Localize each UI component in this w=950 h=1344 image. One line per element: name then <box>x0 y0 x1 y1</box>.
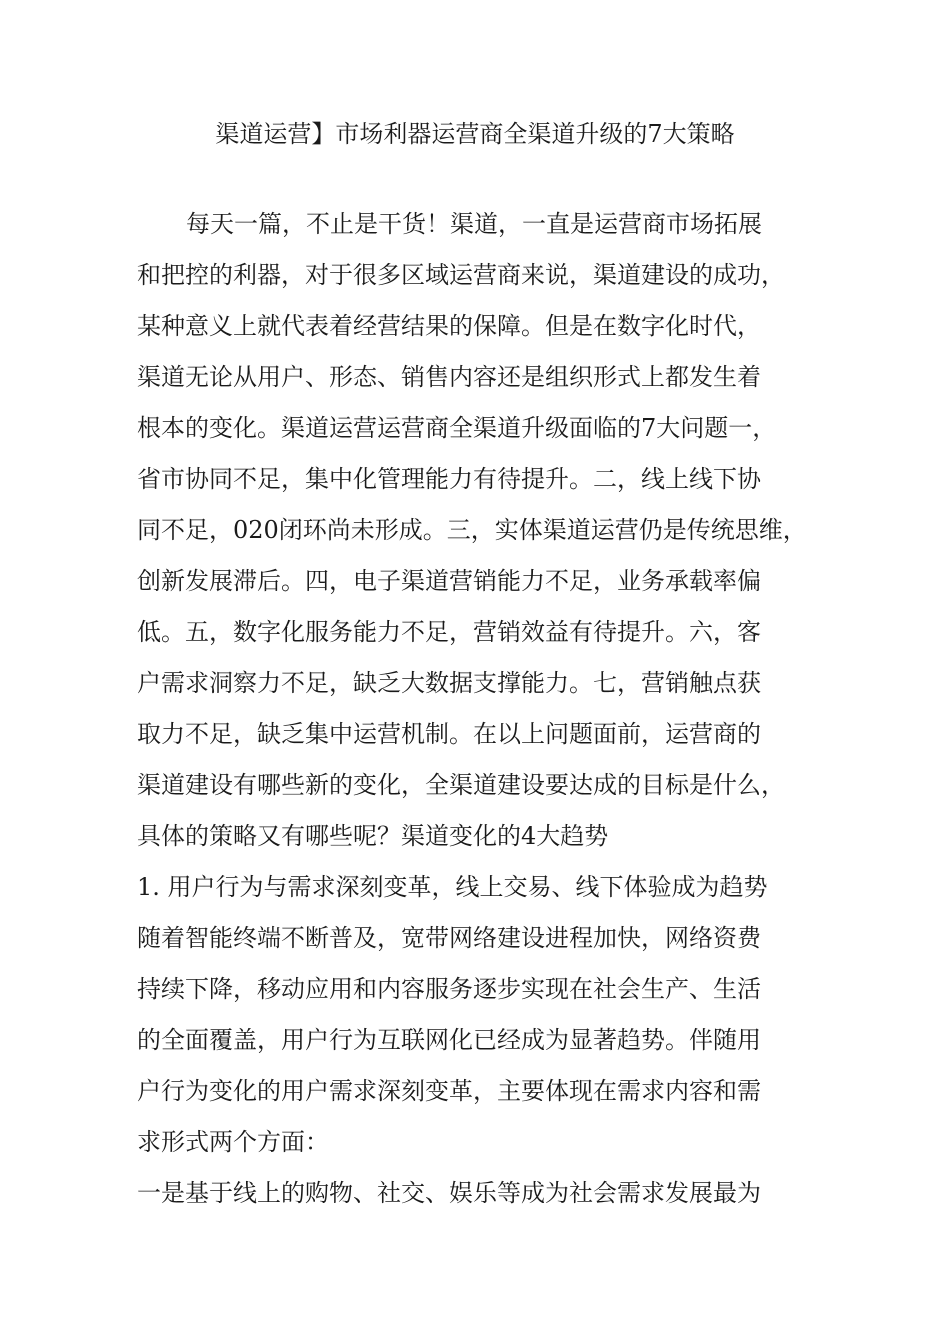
section-heading: 1. 用户行为与需求深刻变革，线上交易、线下体验成为趋势 <box>137 873 768 901</box>
paragraph-line: 根本的变化。渠道运营运营商全渠道升级面临的7大问题一， <box>137 414 777 442</box>
paragraph-line: 户需求洞察力不足，缺乏大数据支撑能力。七，营销触点获 <box>137 669 761 697</box>
paragraph-line: 户行为变化的用户需求深刻变革，主要体现在需求内容和需 <box>137 1077 761 1105</box>
paragraph-line: 持续下降，移动应用和内容服务逐步实现在社会生产、生活 <box>137 975 761 1003</box>
paragraph-line: 低。五，数字化服务能力不足，营销效益有待提升。六，客 <box>137 618 761 646</box>
paragraph-line: 某种意义上就代表着经营结果的保障。但是在数字化时代， <box>137 312 761 340</box>
paragraph-line: 求形式两个方面： <box>137 1128 329 1156</box>
document-body <box>137 206 837 1226</box>
paragraph-line: 的全面覆盖，用户行为互联网化已经成为显著趋势。伴随用 <box>137 1026 761 1054</box>
document-title: 渠道运营】市场利器运营商全渠道升级的7大策略 <box>215 120 735 148</box>
paragraph-line: 一是基于线上的购物、社交、娱乐等成为社会需求发展最为 <box>137 1179 761 1207</box>
paragraph-line: 随着智能终端不断普及，宽带网络建设进程加快，网络资费 <box>137 924 761 952</box>
paragraph-line: 具体的策略又有哪些呢？渠道变化的4大趋势 <box>137 822 609 850</box>
paragraph-line: 和把控的利器，对于很多区域运营商来说，渠道建设的成功， <box>137 261 785 289</box>
paragraph-line: 省市协同不足，集中化管理能力有待提升。二，线上线下协 <box>137 465 761 493</box>
paragraph-line: 每天一篇，不止是干货！渠道，一直是运营商市场拓展 <box>186 210 762 238</box>
paragraph-line: 渠道无论从用户、形态、销售内容还是组织形式上都发生着 <box>137 363 761 391</box>
paragraph-line: 同不足，020闭环尚未形成。三，实体渠道运营仍是传统思维， <box>137 516 807 544</box>
paragraph-line: 渠道建设有哪些新的变化，全渠道建设要达成的目标是什么， <box>137 771 785 799</box>
paragraph-line: 取力不足，缺乏集中运营机制。在以上问题面前，运营商的 <box>137 720 761 748</box>
paragraph-line: 创新发展滞后。四，电子渠道营销能力不足，业务承载率偏 <box>137 567 761 595</box>
